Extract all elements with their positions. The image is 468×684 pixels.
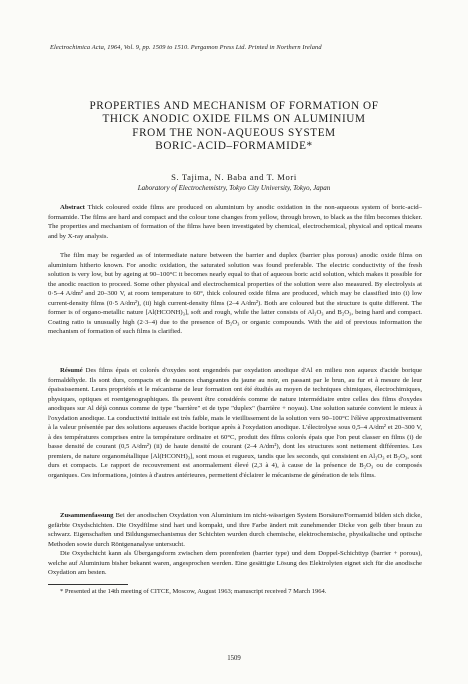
journal-header: Electrochimica Acta, 1964, Vol. 9, pp. 1509 to 1510. Pergamon Press Ltd. Printed in Northern Ireland [50, 44, 322, 51]
affiliation: Laboratory of Electrochemistry, Tokyo City University, Tokyo, Japan [137, 184, 331, 192]
paper-title [40, 100, 428, 154]
abstract-paragraph-2: The film may be regarded as of intermediate nature between the barrier and duplex (barrier plus porous) anodic oxide films on aluminium hitherto known. For anodic oxidation, the saturated solution was found preferable. The electric conductivity of the fresh solution is very low, but by ageing at 90–100°C it becomes nearly equal to that of aqueous boric acid solution, which makes it possible for the anodic reaction to proceed. Some other physical and electrochemical properties of the solution were also measured. By electrolysis at 0·5–4 A/dm² and 20–300 V, at room temperature to 60°, thick coloured oxide films are produced, which may be classified into (i) low current-density films (0·5 A/dm²), (ii) high current-density films (2–4 A/dm²). Both are coloured but the structure is quite different. The former is of organo-metallic nature [Al(HCONH)₃], soft and rough, while the latter consists of Al₂O₃ and B₂O₃, being hard and compact. Coating ratio is unusually high (2·3–4) due to the presence of B₂O₃ or organic compounds. With the aid of previous information the mechanism of formation of such films is clarified. [48, 252, 422, 335]
abstract-heading: Abstract [60, 204, 85, 211]
zusammenfassung-heading: Zusammenfassung [60, 512, 114, 519]
title-line-4: BORIC-ACID–FORMAMIDE* [155, 140, 313, 153]
zusammenfassung-paragraph-2: Die Oxydschicht kann als Übergangsform zwischen dem porenfreien (barrier type) und dem Doppel-Schichttyp (barrier + porous), welche auf Aluminium bisher bekannt waren, angesprochen werden. Eine gesättigte Lösung des Elektrolyten eignet sich für die anodische Oxydation am besten. [48, 550, 422, 576]
abstract-paragraph-1 [48, 203, 422, 241]
footnote-rule [48, 584, 128, 585]
title-line-1: PROPERTIES AND MECHANISM OF FORMATION OF [89, 100, 379, 112]
page-number: 1509 [227, 655, 241, 662]
footnote: * Presented at the 14th meeting of CITCE, Moscow, August 1963; manuscript received 7 March 1964. [60, 588, 327, 595]
authors: S. Tajima, N. Baba and T. Mori [171, 172, 297, 182]
title-line-3: FROM THE NON-AQUEOUS SYSTEM [132, 126, 336, 139]
resume-heading: Résumé [60, 367, 83, 374]
title-line-2: THICK ANODIC OXIDE FILMS ON ALUMINIUM [102, 113, 366, 126]
resume-text: Des films épais et colorés d'oxydes sont engendrés par oxydation anodique d'Al en milieu non aqueux d'acide borique formaldéhyde. Ils sont durs, compacts et de nuances changeantes du jaune au noir, en passant par le brun, au fur et à mesure de leur épaississement. Leurs propriétés et le mécanisme de leur formation ont été étudiés au moyen de techniques chimiques, électrochimiques, physiques, optiques et roentgenographiques. Ils peuvent être considérés comme de nature intermédiaire entre celles des films d'oxydes anodiques sur Al déjà connus comme de type "barrière" et de type "duplex" (barrière + noyau). Une solution saturée convient le mieux à l'oxydation anodique. La conductivité initiale est très faible, mais le vieillissement de la solution vers 90–100°C l'élève approximativement à la valeur présentée par des solutions aqueuses d'acide borique après à l'oxydation anodique. L'électrolyse sous 0,5–4 A/dm² et 20–300 V, à des températures comprises entre la température ordinaire et 60°C, produit des films colorés épais que l'on peut classer en films (i) de basse densité de courant (0,5 A/dm²) (ii) de haute densité de courant (2–4 A/dm²), dont les structures sont nettement différentes. Les premiers, de nature organométallique [Al(HCONH)₃], sont mous et rugueux, tandis que les seconds, qui consistent en Al₂O₃ et B₂O₃, sont durs et compacts. Le rapport de recouvrement est anormalement élevé (2,3 à 4), à cause de la présence de B₂O₃ ou de composés organiques. Ces informations, jointes à d'autres antérieures, permettent d'éclairer le mécanisme de génération de tels films. [48, 367, 423, 479]
abstract-text-1: Thick coloured oxide films are produced on aluminium by anodic oxidation in the non-aqueous system of boric-acid–formamide. The films are hard and compact and the colour tone changes from yellow, through brown, to black as the film becomes thicker. The properties and mechanism of formation of the films have been investigated by chemical, electrochemical, physical and optical means and by X-ray analysis. [48, 204, 422, 240]
zusammenfassung-paragraph-1 [48, 511, 422, 549]
resume-paragraph [48, 366, 422, 480]
zusammenfassung-text-1: Bei der anodischen Oxydation von Aluminium im nicht-wässrigen System Borsäure/Formamid bilden sich dicke, gefärbte Oxydschichten. Die Oxydfilme sind hart und kompakt, und ihre Farbe ändert mit zunehmender Dicke von gelb über braun zu schwarz. Eigenschaften und Bildungsmechanismus der Schichten wurden durch chemische, elektrochemische, physikalische und optische Methoden sowie durch Röntgenanalyse untersucht. [48, 512, 423, 548]
